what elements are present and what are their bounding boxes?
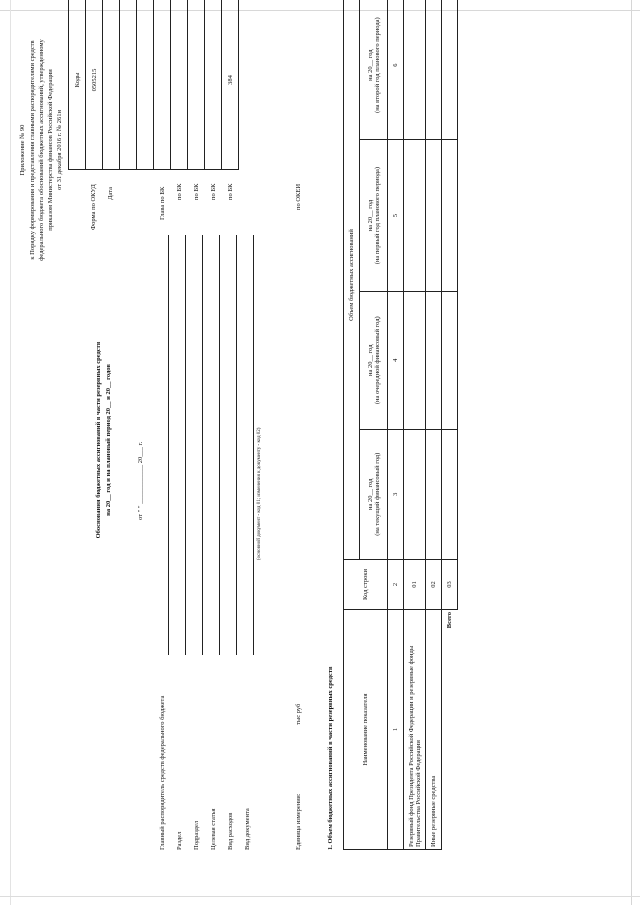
okud-label: Форма по ОКУД xyxy=(90,184,97,230)
col-num-2: 2 xyxy=(388,560,404,610)
codes-table xyxy=(68,0,239,170)
codes-header: Коды xyxy=(69,0,86,170)
col-num-4: 4 xyxy=(388,291,404,429)
field-line-expense-type[interactable] xyxy=(236,235,237,655)
expense-type-code-label: по БК xyxy=(227,183,234,200)
col-header-year-1 xyxy=(360,429,388,559)
row-1-cell-4[interactable] xyxy=(404,291,426,429)
col-year-3-label: на 20__ год xyxy=(366,199,374,232)
total-cell-5[interactable] xyxy=(442,140,458,292)
form-title: Обоснования бюджетных ассигнований в части резервных средств xyxy=(95,341,102,539)
col-header-code: Код строки xyxy=(344,560,388,610)
col-year-2-sub: (на очередной финансовый год) xyxy=(373,316,381,405)
doc-type-code-cell xyxy=(205,0,222,170)
col-header-name: Наименование показателя xyxy=(344,610,388,850)
subsection-code-label: по БК xyxy=(193,183,200,200)
scan-edge-bottom xyxy=(0,896,640,897)
col-year-1-label: на 20__ год xyxy=(366,478,374,511)
reserve-funds-table xyxy=(343,0,458,850)
target-article-code-cell xyxy=(171,0,188,170)
row-1-name: Резервный фонд Президента Российской Федерации и резервные фонды Правительства Российской Федерации xyxy=(404,610,426,850)
doc-type-hint: (основной документ - код 01; изменения к документу - код 02) xyxy=(257,427,262,560)
date-code-cell xyxy=(103,0,120,170)
row-2-name: Иные резервные средства xyxy=(426,610,442,850)
row-1-cell-5[interactable] xyxy=(404,140,426,292)
rotated-form-sheet xyxy=(8,0,618,850)
section-code-cell xyxy=(137,0,154,170)
date-label: Дата xyxy=(107,187,114,200)
field-line-target-article[interactable] xyxy=(219,235,220,655)
appendix-line-4: приказом Министерства финансов Российской Федерации xyxy=(47,69,54,231)
col-header-year-3 xyxy=(360,140,388,292)
field-label-expense-type: Вид расходов xyxy=(227,812,234,850)
total-cell-4[interactable] xyxy=(442,291,458,429)
field-label-target-article: Целевая статья xyxy=(210,808,217,850)
row-2-cell-4[interactable] xyxy=(426,291,442,429)
col-header-group: Объем бюджетных ассигнований xyxy=(344,0,360,560)
col-num-6: 6 xyxy=(388,0,404,140)
chapter-code-cell xyxy=(120,0,137,170)
field-label-section: Раздел xyxy=(176,831,183,850)
field-line-subsection[interactable] xyxy=(202,235,203,655)
total-cell-6[interactable] xyxy=(442,0,458,140)
col-num-1: 1 xyxy=(388,610,404,850)
field-label-subsection: Подраздел xyxy=(193,820,200,850)
appendix-line-3: федерального бюджета обоснований бюджетных ассигнований, утвержденному xyxy=(38,39,45,261)
okei-label: по ОКЕИ xyxy=(295,183,302,210)
subsection-code-cell xyxy=(154,0,171,170)
col-year-4-label: на 20__ год xyxy=(366,49,374,81)
col-header-year-2 xyxy=(360,291,388,429)
col-year-1-sub: (на текущий финансовый год) xyxy=(373,452,381,536)
unit-value: тыс руб xyxy=(295,703,302,725)
col-year-4-sub: (на второй год планового периода) xyxy=(373,17,381,113)
table-row-total xyxy=(442,0,458,850)
expense-type-code-cell xyxy=(188,0,205,170)
unit-label: Единица измерения: xyxy=(295,793,302,850)
field-label-doc-type: Вид документа xyxy=(244,808,251,850)
table-row xyxy=(426,0,442,850)
total-label: Всего xyxy=(446,612,454,629)
col-year-2-label: на 20__ год xyxy=(366,344,374,376)
target-article-code-label: по БК xyxy=(210,183,217,200)
row-1-code: 01 xyxy=(404,560,426,610)
section-code-label: по БК xyxy=(176,183,183,200)
scan-edge-right xyxy=(631,0,632,905)
okei-code: 384 xyxy=(222,0,239,170)
chapter-label: Глава по БК xyxy=(159,186,166,220)
col-header-year-4 xyxy=(360,0,388,140)
table-row xyxy=(404,0,426,850)
appendix-line-2: к Порядку формирования и представления главными распорядителями средств xyxy=(29,40,36,260)
col-year-3-sub: (на первый год планового периода) xyxy=(373,166,381,265)
field-line-main-manager[interactable] xyxy=(168,235,169,655)
row-2-cell-6[interactable] xyxy=(426,0,442,140)
col-num-3: 3 xyxy=(388,429,404,559)
col-num-5: 5 xyxy=(388,140,404,292)
date-line: от " " ____________ 20___ г. xyxy=(137,441,144,520)
row-1-cell-6[interactable] xyxy=(404,0,426,140)
row-1-cell-3[interactable] xyxy=(404,429,426,559)
row-2-cell-5[interactable] xyxy=(426,140,442,292)
field-line-doc-type[interactable] xyxy=(253,235,254,655)
row-2-code: 02 xyxy=(426,560,442,610)
appendix-line-5: от 31 декабря 2016 г. № 261н xyxy=(56,110,63,190)
field-line-section[interactable] xyxy=(185,235,186,655)
okud-code: 0505215 xyxy=(86,0,103,170)
total-cell-3[interactable] xyxy=(442,429,458,559)
appendix-number: Приложение № 90 xyxy=(19,124,26,176)
row-2-cell-3[interactable] xyxy=(426,429,442,559)
form-subtitle: на 20__ год и на плановый период 20__ и 20__ годов xyxy=(105,364,112,516)
field-label-main-manager: Главный распорядитель средств федерального бюджета xyxy=(159,695,166,850)
section-title: 1. Объем бюджетных ассигнований в части резервных средств xyxy=(327,666,334,850)
total-code: 03 xyxy=(442,560,458,610)
